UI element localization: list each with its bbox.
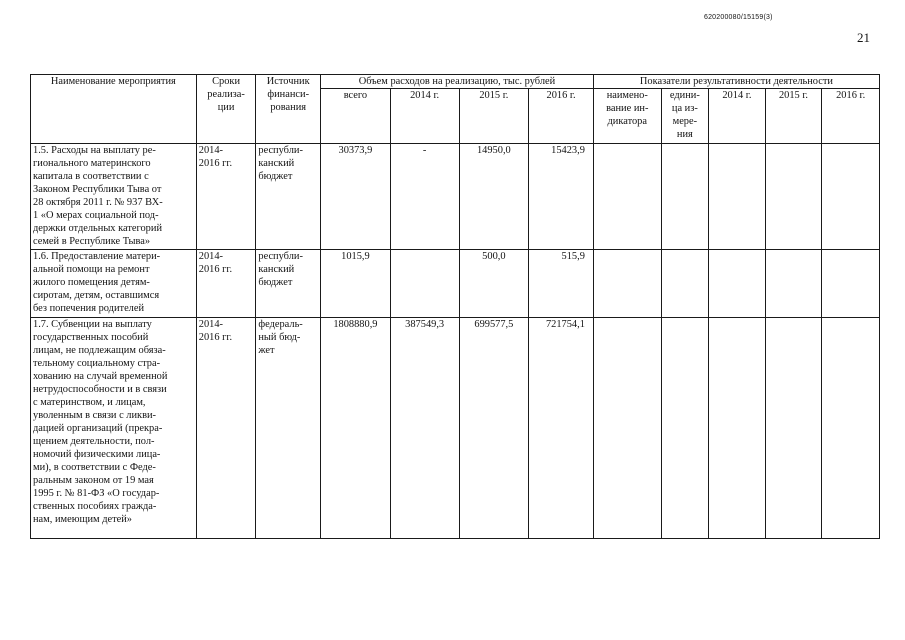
table-row — [31, 144, 880, 250]
row-indicator-2016 — [822, 144, 880, 250]
row-term: 2014- 2016 гг. — [196, 318, 256, 539]
header-indicators-group: Показатели результативности деятельности — [593, 75, 879, 89]
row-total: 30373,9 — [321, 144, 391, 250]
row-indicator-unit — [661, 250, 709, 318]
header-term: Сроки реализа- ции — [196, 75, 256, 144]
header-volume-2015: 2015 г. — [459, 89, 529, 144]
row-total: 1015,9 — [321, 250, 391, 318]
row-indicator-2016 — [822, 318, 880, 539]
row-term: 2014- 2016 гг. — [196, 250, 256, 318]
row-indicator-name — [593, 318, 661, 539]
header-indicator-2014: 2014 г. — [709, 89, 766, 144]
row-2015: 14950,0 — [459, 144, 529, 250]
header-indicator-unit: едини- ца из- мере- ния — [661, 89, 709, 144]
measures-table — [30, 74, 880, 539]
row-indicator-unit — [661, 144, 709, 250]
row-indicator-unit — [661, 318, 709, 539]
row-total: 1808880,9 — [321, 318, 391, 539]
row-name: 1.7. Субвенции на выплату государственных пособий лицам, не подлежащим обяза- тельному социальному стра- хованию на случай временной нетрудоспособности и в связи с материнством, и лицам, уволенным в связи с ликви- дацией организаций (прекра- щением деятельности, пол- номочий физическими лица- ми), в соответствии с Феде- ральным законом от 19 мая 1995 г. № 81-ФЗ «О государ- ственных пособиях гражда- нам, имеющим детей» — [31, 318, 197, 539]
row-2015: 699577,5 — [459, 318, 529, 539]
header-volume-group: Объем расходов на реализацию, тыс. рублей — [321, 75, 594, 89]
row-term: 2014- 2016 гг. — [196, 144, 256, 250]
header-indicator-2016: 2016 г. — [822, 89, 880, 144]
row-indicator-2016 — [822, 250, 880, 318]
row-indicator-2014 — [709, 318, 766, 539]
page-number: 21 — [857, 30, 870, 45]
row-2015: 500,0 — [459, 250, 529, 318]
header-indicator-2015: 2015 г. — [765, 89, 822, 144]
header-name: Наименование мероприятия — [31, 75, 197, 144]
table-row — [31, 250, 880, 318]
row-source: республи- канский бюджет — [256, 250, 321, 318]
row-2014: 387549,3 — [390, 318, 459, 539]
table-row — [31, 318, 880, 539]
row-2014: - — [390, 144, 459, 250]
row-source: федераль- ный бюд- жет — [256, 318, 321, 539]
row-name: 1.6. Предоставление матери- альной помощи на ремонт жилого помещения детям- сиротам, детям, оставшимся без попечения родителей — [31, 250, 197, 318]
row-indicator-name — [593, 144, 661, 250]
header-volume-2014: 2014 г. — [390, 89, 459, 144]
row-indicator-2015 — [765, 318, 822, 539]
row-source: республи- канский бюджет — [256, 144, 321, 250]
header-volume-2016: 2016 г. — [529, 89, 594, 144]
row-2016: 15423,9 — [529, 144, 594, 250]
row-indicator-2015 — [765, 250, 822, 318]
header-source: Источник финанси- рования — [256, 75, 321, 144]
header-volume-total: всего — [321, 89, 391, 144]
row-indicator-name — [593, 250, 661, 318]
row-2016: 721754,1 — [529, 318, 594, 539]
document-id: 620200080/15159(3) — [704, 14, 773, 21]
row-indicator-2015 — [765, 144, 822, 250]
row-name: 1.5. Расходы на выплату ре- гионального материнского капитала в соответствии с Законом Республики Тыва от 28 октября 2011 г. № 937 ВХ- 1 «О мерах социальной под- держки отдельных категорий семей в Республике Тыва» — [31, 144, 197, 250]
row-indicator-2014 — [709, 250, 766, 318]
header-indicator-name: наимено- вание ин- дикатора — [593, 89, 661, 144]
header-row-1 — [31, 75, 880, 89]
row-2014 — [390, 250, 459, 318]
row-indicator-2014 — [709, 144, 766, 250]
row-2016: 515,9 — [529, 250, 594, 318]
